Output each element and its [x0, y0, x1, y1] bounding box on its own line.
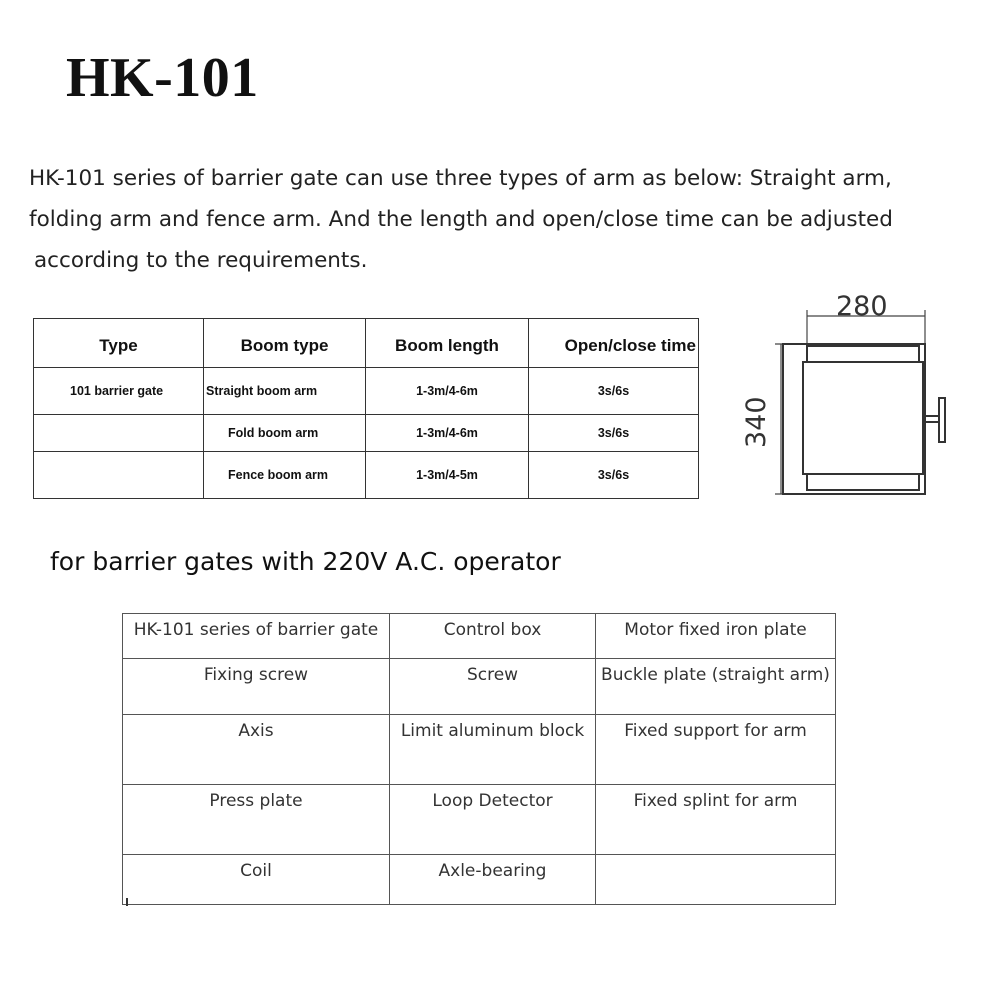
intro-paragraph: [29, 158, 989, 281]
parts-cell: Axle-bearing: [390, 855, 596, 905]
parts-caption: for barrier gates with 220V A.C. operator: [50, 547, 561, 576]
spec-cell-boom-type: Straight boom arm: [204, 368, 366, 415]
parts-cell: Buckle plate (straight arm): [596, 659, 836, 715]
parts-cell: Press plate: [123, 785, 390, 855]
spec-cell-type: [34, 452, 204, 499]
spec-header-boom-length: Boom length: [366, 319, 529, 368]
width-dimension-label: 280: [836, 291, 888, 322]
spec-cell-boom-type: Fold boom arm: [204, 415, 366, 452]
parts-table: [122, 613, 836, 905]
parts-cell: Control box: [390, 614, 596, 659]
height-dimension-label: 340: [741, 396, 772, 448]
spec-cell-type: 101 barrier gate: [34, 368, 204, 415]
intro-line-2: folding arm and fence arm. And the length and open/close time can be adjusted: [29, 207, 893, 232]
spec-table-row: [34, 415, 699, 452]
spec-cell-boom-length: 1-3m/4-6m: [366, 415, 529, 452]
intro-line-3: according to the requirements.: [34, 248, 368, 273]
spec-table-row: [34, 452, 699, 499]
spec-cell-time: 3s/6s: [529, 368, 699, 415]
cabinet-outline: [783, 344, 925, 494]
parts-cell: HK-101 series of barrier gate: [123, 614, 390, 659]
parts-cell: Fixed splint for arm: [596, 785, 836, 855]
spec-cell-boom-length: 1-3m/4-6m: [366, 368, 529, 415]
spec-cell-type: [34, 415, 204, 452]
page-title: HK-101: [66, 47, 259, 109]
parts-cell: Limit aluminum block: [390, 715, 596, 785]
parts-cell: Coil: [123, 855, 390, 905]
cabinet-top-cap: [807, 346, 919, 362]
spec-table-header-row: [34, 319, 699, 368]
arm-flange: [939, 398, 945, 442]
spec-table-row: [34, 368, 699, 415]
parts-cell: [596, 855, 836, 905]
cabinet-bottom-cap: [807, 474, 919, 490]
spec-header-type: Type: [34, 319, 204, 368]
parts-cell: Motor fixed iron plate: [596, 614, 836, 659]
spec-header-boom-type: Boom type: [204, 319, 366, 368]
spec-header-open-close-time: Open/close time: [529, 319, 699, 368]
parts-table-row: [123, 855, 836, 905]
spec-cell-time: 3s/6s: [529, 415, 699, 452]
parts-cell: Fixed support for arm: [596, 715, 836, 785]
parts-table-row: [123, 715, 836, 785]
parts-table-row: [123, 659, 836, 715]
intro-line-1: HK-101 series of barrier gate can use three types of arm as below: Straight arm,: [29, 166, 892, 191]
parts-cell: Axis: [123, 715, 390, 785]
table-corner-tick: [126, 898, 128, 906]
parts-cell: Loop Detector: [390, 785, 596, 855]
spec-cell-boom-type: Fence boom arm: [204, 452, 366, 499]
spec-table: [33, 318, 699, 499]
parts-cell: Screw: [390, 659, 596, 715]
parts-cell: Fixing screw: [123, 659, 390, 715]
cabinet-body: [803, 362, 923, 474]
spec-cell-boom-length: 1-3m/4-5m: [366, 452, 529, 499]
parts-table-row: [123, 785, 836, 855]
spec-cell-time: 3s/6s: [529, 452, 699, 499]
parts-table-row: [123, 614, 836, 659]
